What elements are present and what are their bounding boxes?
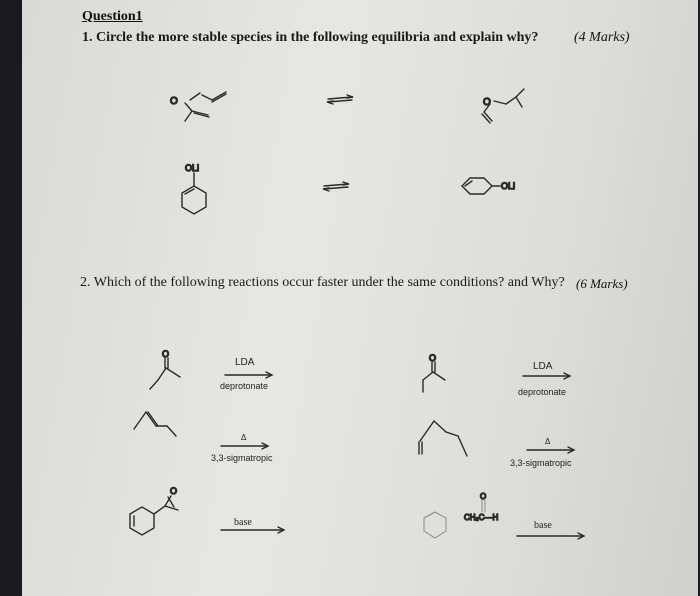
q2-left-aryl-oxygen: O: [170, 486, 178, 496]
question-2-text: 2. Which of the following reactions occur faster under the same conditions? and Why?: [80, 275, 565, 290]
chemical-structures: [22, 0, 698, 596]
q1-left-enolate-structure: [182, 173, 206, 214]
q1-equilibrium-arrow-2: [323, 182, 349, 191]
q2-left-deprotonate-label: deprotonate: [220, 381, 269, 391]
q1-right-enolate-structure: [462, 178, 500, 194]
q2-right-aldehyde-oxygen: O: [480, 492, 487, 501]
q2-left-diene-structure: [134, 412, 176, 436]
q2-left-ketone-structure: [150, 358, 180, 389]
q1-right-oli-label: OLi: [501, 181, 516, 191]
q2-right-arrow-base: [517, 533, 584, 539]
q2-left-aryl-ketone-structure: [130, 496, 178, 535]
question-heading: Question1: [82, 9, 143, 24]
q2-right-aldehyde-formula: CH₂C—H: [464, 513, 499, 522]
q1-equilibrium-arrow-1: [327, 95, 353, 104]
q2-right-diene-structure: [419, 421, 467, 456]
q1-left-enol-ether-structure: [185, 92, 226, 121]
question-2-marks: (6 Marks): [576, 276, 628, 291]
q2-right-sigmatropic-label: 3,3-sigmatropic: [510, 458, 572, 468]
q2-left-sigmatropic-label: 3,3-sigmatropic: [211, 453, 273, 463]
q1-right-oxygen-label: O: [483, 97, 491, 108]
q2-left-ketone-oxygen: O: [162, 349, 170, 359]
q2-right-arrow-deprotonate: [523, 373, 570, 379]
q2-right-arrow-sigmatropic: [527, 447, 574, 453]
q2-left-arrow-deprotonate: [225, 372, 272, 378]
q1-left-oli-label: OLi: [185, 163, 200, 173]
worksheet-paper: [22, 0, 698, 596]
q2-left-base-label: base: [234, 517, 252, 528]
q1-left-oxygen-label: O: [170, 96, 178, 107]
q2-right-delta-label: Δ: [545, 437, 551, 446]
q2-left-lda-label: LDA: [235, 357, 255, 368]
q2-left-arrow-base: [221, 527, 284, 533]
q2-right-base-label: base: [534, 520, 552, 531]
q2-left-delta-label: Δ: [241, 433, 247, 442]
question-1-text: 1. Circle the more stable species in the following equilibria and explain why?: [82, 30, 539, 45]
q2-right-lda-label: LDA: [533, 361, 553, 372]
q2-left-arrow-sigmatropic: [221, 443, 268, 449]
question-1-marks: (4 Marks): [574, 30, 630, 45]
q2-right-ketone-structure: [423, 362, 445, 392]
q2-right-ketone-oxygen: O: [429, 353, 437, 363]
q2-right-deprotonate-label: deprotonate: [518, 387, 567, 397]
